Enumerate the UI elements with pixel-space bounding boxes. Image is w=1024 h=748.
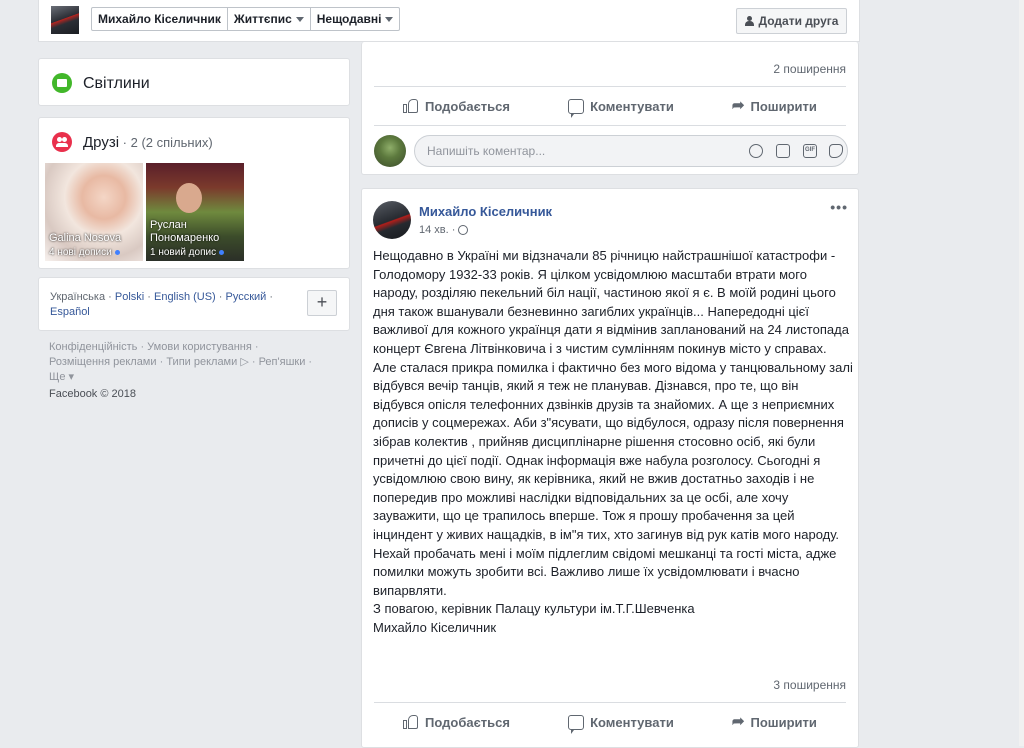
add-friend-button[interactable] xyxy=(736,8,847,34)
footer-links: Конфіденційність · Умови користування · Розміщення реклами · Типи реклами ▷ · Реп'яшки · Ще ▾ xyxy=(49,341,313,383)
thumbs-up-icon xyxy=(403,714,419,730)
comment-composer xyxy=(374,135,848,167)
new-posts-dot-icon xyxy=(115,250,120,255)
new-posts-dot-icon xyxy=(219,250,224,255)
language-link-english[interactable]: English (US) xyxy=(153,291,216,303)
friend-name: Руслан Пономаренко xyxy=(150,219,220,244)
friends-count: · 2 (2 спільних) xyxy=(119,135,213,150)
add-person-icon xyxy=(745,16,755,26)
post-meta xyxy=(419,224,468,236)
divider xyxy=(374,702,846,703)
share-button[interactable] xyxy=(732,98,817,114)
comment-button[interactable] xyxy=(568,99,674,114)
friend-tile[interactable] xyxy=(45,163,143,261)
photos-card[interactable] xyxy=(38,58,350,106)
photos-icon xyxy=(52,73,72,93)
profile-name-link[interactable]: Михайло Кіселичник xyxy=(92,8,228,30)
share-button[interactable] xyxy=(732,714,817,730)
commenter-avatar xyxy=(374,135,406,167)
footer-link-more[interactable]: Ще xyxy=(49,371,66,383)
page-scrollbar[interactable] xyxy=(1019,0,1024,746)
gif-icon[interactable]: GIF xyxy=(803,144,817,158)
friend-update-note: 1 новий допис xyxy=(150,247,224,258)
share-count[interactable]: 3 поширення xyxy=(773,678,846,692)
language-link-russian[interactable]: Русский xyxy=(225,291,267,303)
sticker-icon[interactable] xyxy=(829,144,843,158)
friends-card xyxy=(38,117,350,269)
thumbs-up-icon xyxy=(403,98,419,114)
chevron-down-icon: ▾ xyxy=(68,371,75,383)
profile-nav xyxy=(91,7,400,31)
comment-icon xyxy=(568,715,584,730)
friends-title[interactable] xyxy=(83,134,213,151)
friend-name: Galina Nosova xyxy=(49,232,122,244)
language-link-polski[interactable]: Polski xyxy=(114,291,145,303)
footer-link-ad-choices[interactable]: Типи реклами xyxy=(166,356,238,368)
post-timestamp[interactable]: 14 хв. · xyxy=(419,224,456,236)
footer-link-terms[interactable]: Умови користування xyxy=(147,341,252,353)
comment-label: Коментувати xyxy=(590,98,674,114)
comment-label: Коментувати xyxy=(590,714,674,730)
more-options-button[interactable]: ••• xyxy=(830,199,848,215)
recent-label: Нещодавні xyxy=(316,12,382,26)
language-link-espanol[interactable]: Español xyxy=(50,306,90,318)
recent-dropdown[interactable] xyxy=(311,8,400,30)
footer-link-privacy[interactable]: Конфіденційність xyxy=(49,341,138,353)
copyright: Facebook © 2018 xyxy=(49,388,136,400)
photos-title[interactable]: Світлини xyxy=(83,75,150,92)
share-label: Поширити xyxy=(750,714,817,730)
share-count[interactable]: 2 поширення xyxy=(773,62,846,76)
add-friend-label: Додати друга xyxy=(758,14,839,28)
like-button[interactable] xyxy=(403,714,510,730)
timeline-label: Життєпис xyxy=(233,12,292,26)
emoji-icon[interactable] xyxy=(749,144,763,158)
share-arrow-icon: ➦ xyxy=(731,713,745,730)
footer-link-cookies[interactable]: Реп'яшки xyxy=(258,356,306,368)
camera-icon[interactable] xyxy=(776,144,790,158)
like-label: Подобається xyxy=(425,714,510,730)
share-label: Поширити xyxy=(750,98,817,114)
friend-tile[interactable] xyxy=(146,163,244,261)
chevron-down-icon xyxy=(296,17,304,22)
language-list: Українська · Polski · English (US) · Русский · Español xyxy=(50,291,274,318)
post-actions xyxy=(374,90,846,122)
author-avatar[interactable] xyxy=(373,201,411,239)
more-languages-button[interactable]: + xyxy=(307,290,337,316)
timeline-dropdown[interactable] xyxy=(228,8,311,30)
footer-link-advertising[interactable]: Розміщення реклами xyxy=(49,356,157,368)
comment-input[interactable] xyxy=(414,135,848,167)
language-card xyxy=(38,277,350,331)
friend-update-note: 4 нові дописи xyxy=(49,247,120,258)
post-text: Нещодавно в Україні ми відзначали 85 річницю найстрашнішої катастрофи - Голодомору 1932-33 років. Я цілком усвідомлюю масштаби втрати мого народу, розділяю пекельний біл нації, частиною якої я є. В моїй родині цього дня також вшанували безневинно загиблих українців... Напередодні цієї важливої для кожного українця дати я відмінив запланований на 24 листопада концерт Євгена Літвінковича і з чистим сумлінням покинув місто у справах. Але сталася прикра помилка і фактично без мого відома у танцювальному залі відбувся вечір танців, який я теж не планував. Дізнався, про те, що він відбувся опісля телефонних дзвінків друзів та знайомих. А ще з неприємних дописів у соцмережах. Аби з"ясувати, що відбулося, одразу після повернення зібрав колектив , прийняв дисциплінарне рішення стосовно осіб, які були причетні до цієї події. Однак інформація вже набула розголосу. Сьогодні я усвідомлюю свою вину, як керівника, який не вжив достатньо заходів і не попередив про можливі наслідки відповідальних за це осбі, але хочу зауважити, що це трапилось вперше. Тож я прошу пробачення за цей інциндент у живих нащадків, в ім"я тих, хто загинув від рук катів мого народу. Нехай пробачать мені і моїм підлеглим свідомі мешканці та гості міста, адже помилки можуть зробити всі. Важливо лише їх усвідомлювати і вчасно випарвляти. З повагою, керівник Палацу культури ім.Т.Г.Шевченка Михайло Кіселичник xyxy=(373,248,853,635)
friends-icon xyxy=(52,132,72,152)
comment-icon xyxy=(568,99,584,114)
profile-top-bar xyxy=(38,0,860,42)
friends-title-label: Друзі xyxy=(83,134,120,151)
ad-choices-icon: ▷ xyxy=(240,356,249,368)
post-card xyxy=(361,188,859,748)
globe-icon xyxy=(458,225,468,235)
post-author[interactable]: Михайло Кіселичник xyxy=(419,204,553,219)
share-arrow-icon: ➦ xyxy=(731,97,745,114)
divider xyxy=(374,86,846,87)
like-button[interactable] xyxy=(403,98,510,114)
current-language: Українська xyxy=(50,291,106,303)
comment-placeholder: Напишіть коментар... xyxy=(427,144,546,158)
post-card xyxy=(361,42,859,175)
like-label: Подобається xyxy=(425,98,510,114)
comment-button[interactable] xyxy=(568,715,674,730)
post-actions xyxy=(374,706,846,738)
profile-avatar[interactable] xyxy=(51,6,79,34)
chevron-down-icon xyxy=(385,17,393,22)
divider xyxy=(374,125,846,126)
